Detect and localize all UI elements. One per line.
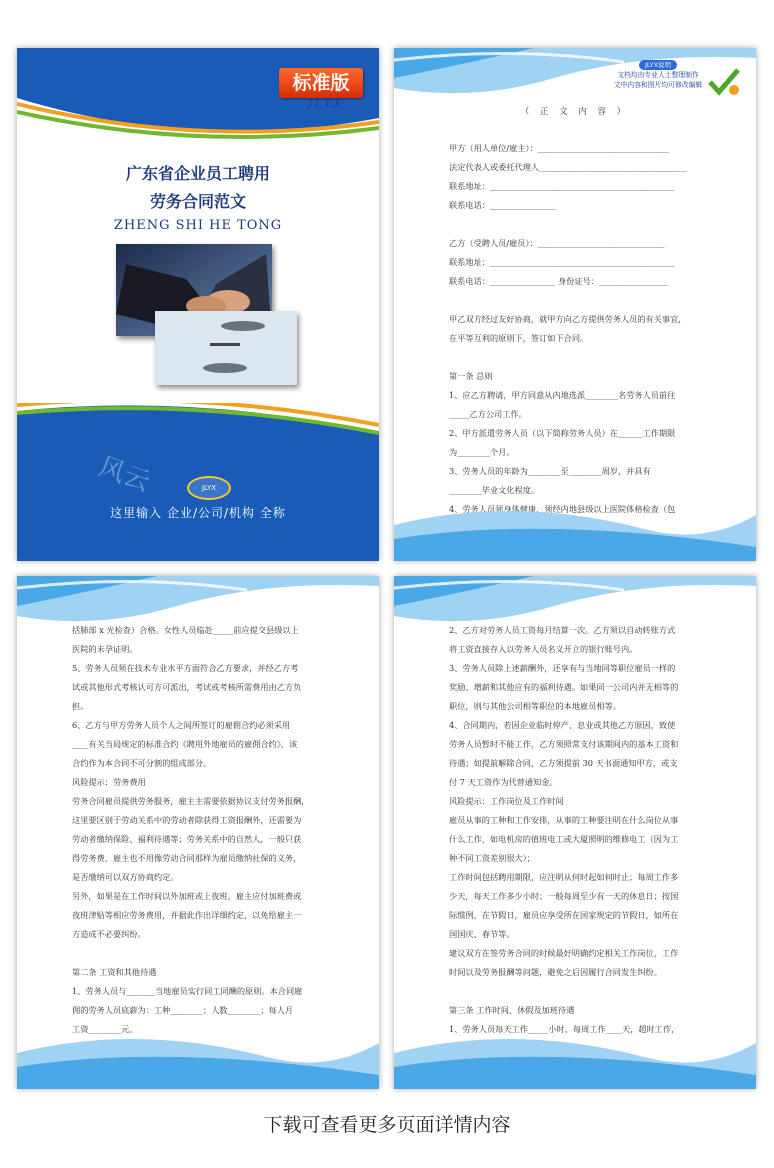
cover-title-line2: 劳务合同范文: [149, 192, 246, 211]
badge-subtitle: JLYX: [308, 99, 344, 110]
content-page-2: [17, 576, 379, 1089]
watermark-logo: 风云: [94, 451, 154, 498]
text-line: 国国庆、春节等。: [449, 929, 515, 939]
text-line: 另外，如果是在工作时间以外加班或上夜班，雇主应付加班费或: [72, 891, 302, 901]
text-line: 乙方（受聘人员/雇员）：_______________________________: [449, 238, 665, 248]
blank-line: [449, 348, 709, 367]
text-line: 联系电话：________________: [449, 200, 556, 210]
text-line: 甲方（用人单位/雇主）：________________________________: [449, 143, 669, 153]
download-more-caption: 下载可查看更多页面详情内容: [263, 1114, 511, 1136]
text-line: 第二条 工资和其他待遇: [72, 967, 157, 977]
cover-title-english: ZHENG SHI HE TONG: [113, 218, 283, 233]
text-line: 是否缴纳可以双方协商约定。: [72, 872, 179, 882]
company-name-placeholder: 这里输入 企业/公司/机构 全称: [110, 506, 286, 520]
contract-text: [449, 621, 709, 1039]
text-line: 1、应乙方聘请，甲方同意从内地选派________名劳务人员前往: [449, 390, 676, 400]
contract-text: [72, 621, 332, 1039]
company-logo-icon: JLYX: [187, 476, 231, 500]
text-line: 什么工作，如电机房的值班电工或大厦照明的维修电工（因为工: [449, 834, 679, 844]
edition-badge: 标准版: [279, 68, 363, 98]
document-note: [602, 60, 714, 90]
checkmark-icon: [708, 68, 742, 96]
text-line: ________毕业文化程度。: [449, 485, 540, 495]
content-page-1: [394, 48, 756, 561]
text-line: ____有关当局规定的标准合约《聘用外地雇员的雇佣合约》，该: [72, 739, 298, 749]
text-line: 付 7 天工资作为代替通知金。: [449, 777, 558, 787]
text-line: 第一条 总则: [449, 371, 493, 381]
text-line: 建议双方在签劳务合同的时候最好明确约定相关工作岗位，工作: [449, 948, 679, 958]
text-line: 得劳务费，雇主也不用像劳动合同那样为雇员缴纳社保的义务，: [72, 853, 302, 863]
text-line: 1、劳务人员每天工作_____小时，每周工作____天，超时工作，: [449, 1024, 680, 1034]
text-line: 联系地址：_____________________________________________: [449, 257, 675, 267]
text-line: 风险提示：劳务费用: [72, 777, 146, 787]
page-heading: （ 正 文 内 容 ）: [520, 107, 630, 117]
bottom-wave-decoration: [17, 1023, 379, 1089]
text-line: 佣的劳务人员底薪为：工种________；人数________；每人月: [72, 1005, 294, 1015]
business-meeting-photo: [155, 311, 297, 385]
text-line: 待遇；如提前解除合同，乙方须提前 30 天书面通知甲方，或支: [449, 758, 678, 768]
text-line: 工作时间包括聘用期限，应注明从何时起如何时止；每周工作多: [449, 872, 679, 882]
text-line: 3、劳务人员除上述薪酬外，还享有与当地同等职位雇员一样的: [449, 663, 676, 673]
text-line: 2、甲方派遣劳务人员（以下简称劳务人员）在______工作期限: [449, 428, 676, 438]
text-line: 种不同工资差别很大）；: [449, 853, 535, 863]
blank-line: [449, 982, 709, 1001]
text-line: 担。: [72, 701, 89, 711]
text-line: 2、乙方对劳务人员工资每月结算一次。乙方须以自动转账方式: [449, 625, 676, 635]
text-line: 联系地址：_____________________________________________: [449, 181, 675, 191]
text-line: 第三条 工作时间、休假及加班待遇: [449, 1005, 575, 1015]
text-line: 这里要区别于劳动关系中的劳动者除获得工资报酬外，还需要为: [72, 815, 302, 825]
note-tag: JLYX说明: [639, 60, 677, 70]
text-line: 劳动者缴纳保险、福利待遇等；劳务关系中的自然人，一般只获: [72, 834, 302, 844]
text-line: 6、乙方与甲方劳务人员个人之间所签订的雇佣合约必须采用: [72, 720, 291, 730]
blank-line: [449, 215, 709, 234]
blank-line: [449, 291, 709, 310]
text-line: 为________个月。: [449, 447, 515, 457]
text-line: 甲乙双方经过友好协商，就甲方向乙方提供劳务人员的有关事宜，: [449, 314, 687, 324]
text-line: 医院的未孕证明。: [72, 644, 138, 654]
bottom-wave-decoration: [394, 1023, 756, 1089]
text-line: 奖励、增薪和其他应有的福利待遇。如果同一公司内并无相等的: [449, 682, 679, 692]
note-line2: 文中内容和图片均可修改编辑: [613, 81, 703, 89]
text-line: 3、劳务人员的年龄为________至________周岁，并具有: [449, 466, 651, 476]
text-line: 5、劳务人员须在技术专业水平方面符合乙方要求，并经乙方考: [72, 663, 299, 673]
text-line: 工资________元。: [72, 1024, 138, 1034]
text-line: 劳务合同雇员提供劳务服务，雇主主需要依据协议支付劳务报酬，: [72, 796, 310, 806]
text-line: 职位，则与其他公司相等职位的本地雇员相等。: [449, 701, 621, 711]
text-line: 合约作为本合同不可分割的组成部分。: [72, 758, 212, 768]
text-line: 试或其他形式考核认可方可派出，考试或考核所需费用由乙方负: [72, 682, 302, 692]
content-page-3: [394, 576, 756, 1089]
text-line: 4、劳务人员须身体健康，须经内地县级以上医院体格检查（包: [449, 504, 676, 514]
text-line: 时间以及劳务报酬等问题，避免之后因履行合同发生纠纷。: [449, 967, 662, 977]
text-line: _____乙方公司工作。: [449, 409, 527, 419]
text-line: 少天，每天工作多少小时；一般每周至少有一天的休息日；按国: [449, 891, 679, 901]
contract-text: [449, 139, 709, 519]
cover-title-line1: 广东省企业员工聘用: [125, 164, 270, 183]
blank-line: [72, 944, 332, 963]
bottom-wave-decoration: [394, 495, 756, 561]
text-line: 1、劳务人员与_______当地雇员实行同工同酬的原则。本合同雇: [72, 986, 303, 996]
text-line: 方造成不必要纠纷。: [72, 929, 146, 939]
note-line1: 文档均由专业人士整理制作: [617, 71, 699, 79]
cover-page: [17, 48, 379, 561]
text-line: 法定代表人或委托代理人____________________________________: [449, 162, 687, 172]
text-line: 夜班津贴等相应劳务费用，并据此作出详细约定，以免给雇主一: [72, 910, 302, 920]
text-line: 雇员从事的工种和工作安排，从事的工种要注明在什么岗位从事: [449, 815, 679, 825]
text-line: 将工资直接存入以劳务人员名义开立的银行账号内。: [449, 644, 638, 654]
text-line: 际惯例，在节假日，雇员应享受所在国家规定的节假日，如所在: [449, 910, 679, 920]
text-line: 在平等互利的原则下，签订如下合同。: [449, 333, 589, 343]
text-line: 联系电话：________________ 身份证号：_________________: [449, 276, 669, 286]
text-line: 劳务人员暂时不能工作，乙方须照常支付该期间内的基本工资和: [449, 739, 679, 749]
text-line: 4、合同期内，若因企业临时停产、息业或其他乙方原因，致使: [449, 720, 676, 730]
text-line: 风险提示：工作岗位及工作时间: [449, 796, 564, 806]
text-line: 括肺部 x 光检查）合格。女性人员临赴_____前应提交县级以上: [72, 625, 299, 635]
